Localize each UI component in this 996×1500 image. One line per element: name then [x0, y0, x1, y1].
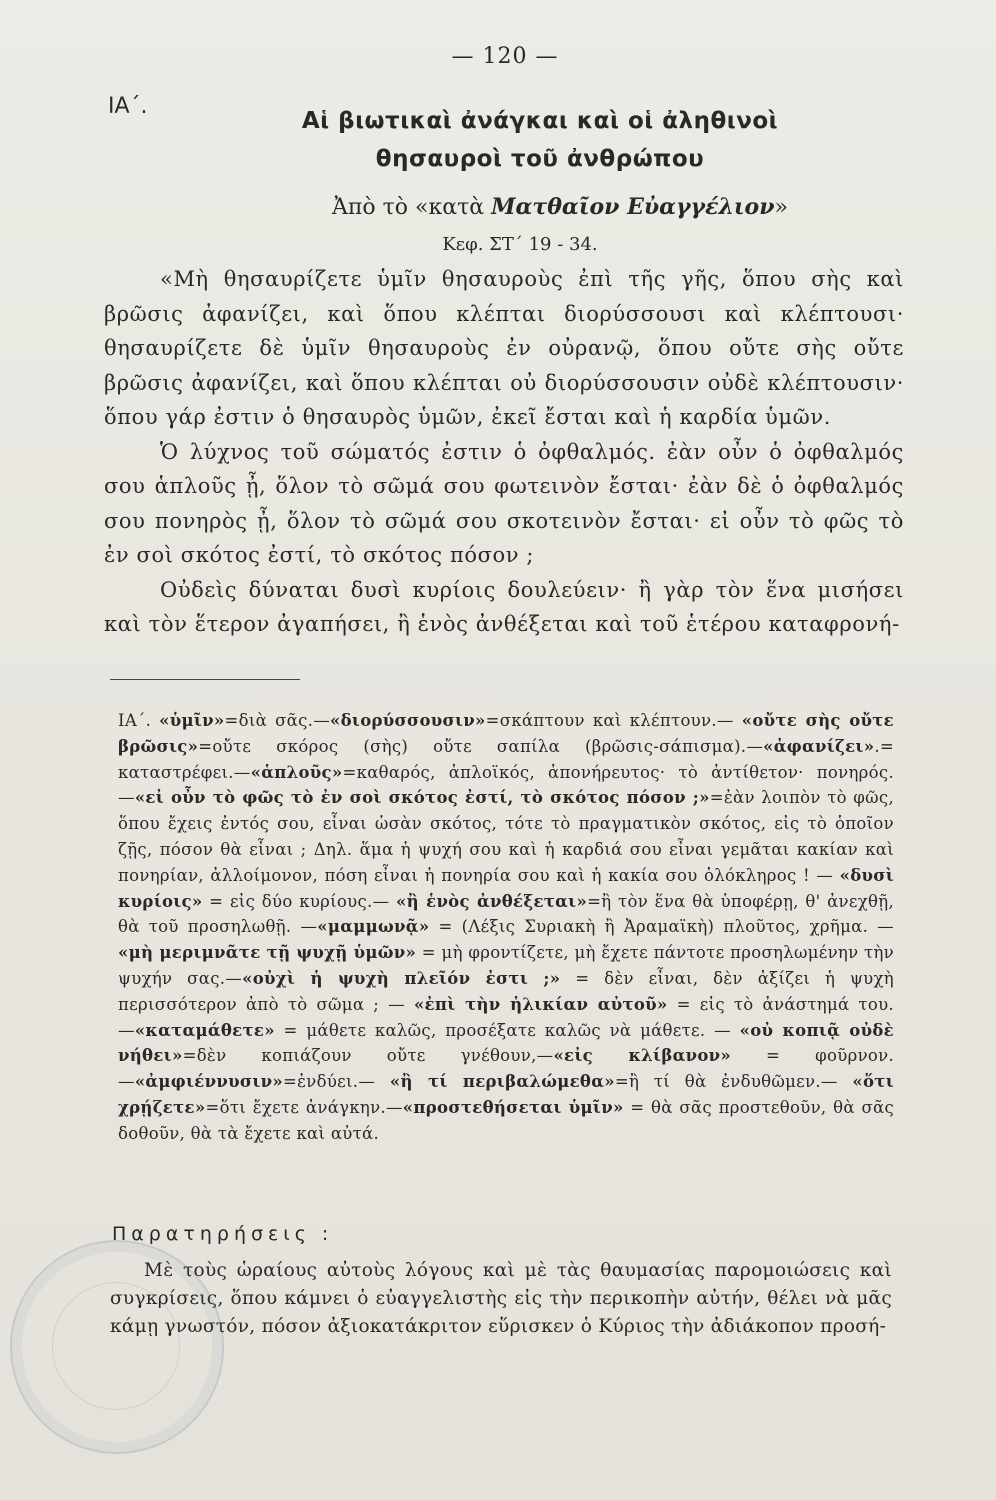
glossary-term: «οὐχὶ ἡ ψυχὴ πλεῖόν ἐστι ;» [242, 968, 561, 988]
glossary-term: «μαμμωνᾷ» [317, 917, 430, 937]
glossary-definition: ΙΑ΄. [118, 711, 160, 730]
chapter-title-line-2: θησαυροὶ τοῦ ἀνθρώπου [375, 146, 705, 172]
glossary-term: «ἢ τί περιβαλώμεθα» [389, 1072, 615, 1092]
subtitle-suffix: » [774, 195, 788, 220]
glossary-term: «εἰ οὖν τὸ φῶς τὸ ἐν σοὶ σκότος ἐστί, τὸ σκότος πόσον ;» [134, 788, 710, 808]
chapter-reference: Κεφ. ΣΤ΄ 19 - 34. [442, 234, 598, 255]
glossary-paragraph [118, 708, 894, 1147]
glossary-definition: =οὔτε σκόρος (σὴς) οὔτε σαπίλα (βρῶσις-σάπισμα).— [198, 736, 764, 756]
glossary-definition: =ὅτι ἔχετε ἀνάγκην.— [205, 1097, 403, 1117]
glossary-definition: =δὲν κοπιάζουν οὔτε γνέθουν,— [182, 1046, 554, 1066]
chapter-title-line-1: Αἱ βιωτικαὶ ἀνάγκαι καὶ οἱ ἀληθινοὶ [301, 108, 779, 134]
observations-paragraph: Μὲ τοὺς ὡραίους αὐτοὺς λόγους καὶ μὲ τὰς θαυμασίας παρομοιώσεις καὶ συγκρίσεις, ὅπου κάμνει ὁ εὐαγγελιστὴς εἰς τὴν περικοπὴν αὐτήν, θέλει νὰ μᾶς κάμῃ γνωστόν, πόσον ἀξιοκατάκριτον εὕρισκεν ὁ Κύριος τὴν ἀδιάκοπον προσή- [110, 1260, 892, 1337]
page-number: — 120 — [451, 44, 559, 69]
glossary-definition: = δὲν εἶναι, δὲν ἀξίζει ἡ ψυχὴ περισσότερον ἀπὸ τὸ σῶμα ; — [118, 968, 894, 1014]
glossary-notes [118, 708, 894, 1147]
library-stamp [10, 1240, 224, 1454]
glossary-definition: =ἐνδύει.— [283, 1072, 390, 1092]
scripture-paragraph: «Μὴ θησαυρίζετε ὑμῖν θησαυροὺς ἐπὶ τῆς γῆς, ὅπου σὴς καὶ βρῶσις ἀφανίζει, καὶ ὅπου κλέπται διορύσσουσι καὶ κλέπτουσι· θησαυρίζετε δὲ ὑμῖν θησαυροὺς ἐν οὐρανῷ, ὅπου οὔτε σὴς οὔτε βρῶσις ἀφανίζει, καὶ ὅπου κλέπται οὐ διορύσσουσιν οὐδὲ κλέπτουσιν· ὅπου γάρ ἐστιν ὁ θησαυρὸς ὑμῶν, ἐκεῖ ἔσται καὶ ἡ καρδία ὑμῶν. [104, 267, 904, 429]
glossary-definition: = (Λέξις Συριακὴ ἢ Ἀραμαϊκὴ) πλοῦτος, χρῆμα. — [429, 917, 894, 937]
footnote-divider [110, 679, 300, 680]
glossary-term: «εἰς κλίβανον» [553, 1046, 732, 1066]
glossary-term: «ὑμῖν» [159, 711, 225, 730]
glossary-term: «διορύσσουσιν» [330, 711, 486, 730]
glossary-term: «οὐ κοπιᾷ οὐδὲ νήθει» [118, 1020, 894, 1066]
glossary-definition: =ἢ τί θὰ ἐνδυθῶμεν.— [614, 1072, 853, 1092]
glossary-term: «ἀμφιέννυσιν» [134, 1072, 283, 1092]
glossary-term: «ἢ ἑνὸς ἀνθέξεται» [396, 891, 588, 911]
scripture-paragraph: Οὐδεὶς δύναται δυσὶ κυρίοις δουλεύειν· ἢ γὰρ τὸν ἕνα μισήσει καὶ τὸν ἕτερον ἀγαπήσει, ἢ ἑνὸς ἀνθέξεται καὶ τοῦ ἑτέρου καταφρονή- [104, 577, 904, 636]
glossary-term: «μὴ μεριμνᾶτε τῇ ψυχῇ ὑμῶν» [118, 943, 417, 963]
glossary-definition: = θὰ σᾶς προστεθοῦν, θὰ σᾶς δοθοῦν, θὰ τὰ ἔχετε καὶ αὐτά. [118, 1097, 894, 1143]
scripture-paragraph: Ὁ λύχνος τοῦ σώματός ἐστιν ὁ ὀφθαλμός. ἐὰν οὖν ὁ ὀφθαλμός σου ἁπλοῦς ᾖ, ὅλον τὸ σῶμά σου φωτεινὸν ἔσται· ἐὰν δὲ ὁ ὀφθαλμός σου πονηρὸς ᾖ, ὅλον τὸ σῶμά σου σκοτεινὸν ἔσται· εἰ οὖν τὸ φῶς τὸ ἐν σοὶ σκότος ἐστί, τὸ σκότος πόσον ; [104, 439, 904, 567]
glossary-term: «ἐπὶ τὴν ἡλικίαν αὐτοῦ» [413, 994, 668, 1014]
glossary-term: «ἁπλοῦς» [250, 762, 343, 782]
glossary-definition: = μὴ φροντίζετε, μὴ ἔχετε πάντοτε προσηλωμένην τὴν ψυχήν σας.— [118, 943, 894, 988]
glossary-definition: = φοῦρνον.— [118, 1046, 895, 1092]
observations-heading: Παρατηρήσεις : [112, 1223, 334, 1245]
section-label: ΙΑ΄. [108, 94, 148, 119]
glossary-term: «οὔτε σὴς οὔτε βρῶσις» [118, 711, 894, 756]
glossary-definition: .= καταστρέφει.— [118, 736, 894, 782]
glossary-term: «προστεθήσεται ὑμῖν» [402, 1097, 624, 1117]
scripture-text [104, 262, 904, 642]
glossary-definition: =διὰ σᾶς.— [224, 711, 330, 730]
glossary-term: «δυσὶ κυρίοις» [118, 865, 894, 911]
glossary-definition: =σκάπτουν καὶ κλέπτουν.— [485, 711, 742, 730]
glossary-term: «καταμάθετε» [134, 1020, 275, 1040]
glossary-definition: =καθαρός, ἁπλοϊκός, ἀπονήρευτος· τὸ ἀντίθετον· πονηρός.— [118, 762, 894, 808]
glossary-definition: =ἢ τὸν ἕνα θὰ ὑποφέρῃ, θ' ἀνεχθῇ, θὰ τοῦ προσηλωθῇ. — [118, 891, 894, 937]
glossary-definition: =ἐὰν λοιπὸν τὸ φῶς, ὅπου ἔχεις ἐντός σου, εἶναι ὡσὰν σκότος, τότε τὸ πραγματικὸν σκότος, εἰς τὸ ὁποῖον ζῇς, πόσον θὰ εἶναι ; Δηλ. ἅμα ἡ ψυχή σου καὶ ἡ καρδιά σου εἶναι γεμᾶται κακίαν καὶ πονηρίαν, ἀλλοίμονον, πόση εἶναι ἡ πονηρία σου καὶ ἡ κακία σου ὁλόκληρος ! — [118, 788, 895, 885]
glossary-definition: = εἰς τὸ ἀνάστημά του. — [118, 994, 894, 1040]
glossary-term: «ἀφανίζει» [763, 736, 875, 756]
glossary-definition: = εἰς δύο κυρίους.— [202, 891, 397, 911]
source-subtitle [200, 194, 920, 220]
observations-text [110, 1257, 892, 1341]
subtitle-emphasis: Ματθαῖον Εὐαγγέλιον [491, 194, 775, 220]
glossary-term: «ὅτι χρῄζετε» [118, 1072, 894, 1117]
subtitle-prefix: Ἀπὸ τὸ «κατὰ [332, 195, 492, 220]
glossary-definition: = μάθετε καλῶς, προσέξατε καλῶς νὰ μάθετε. — [274, 1020, 740, 1040]
chapter-title [220, 102, 860, 178]
